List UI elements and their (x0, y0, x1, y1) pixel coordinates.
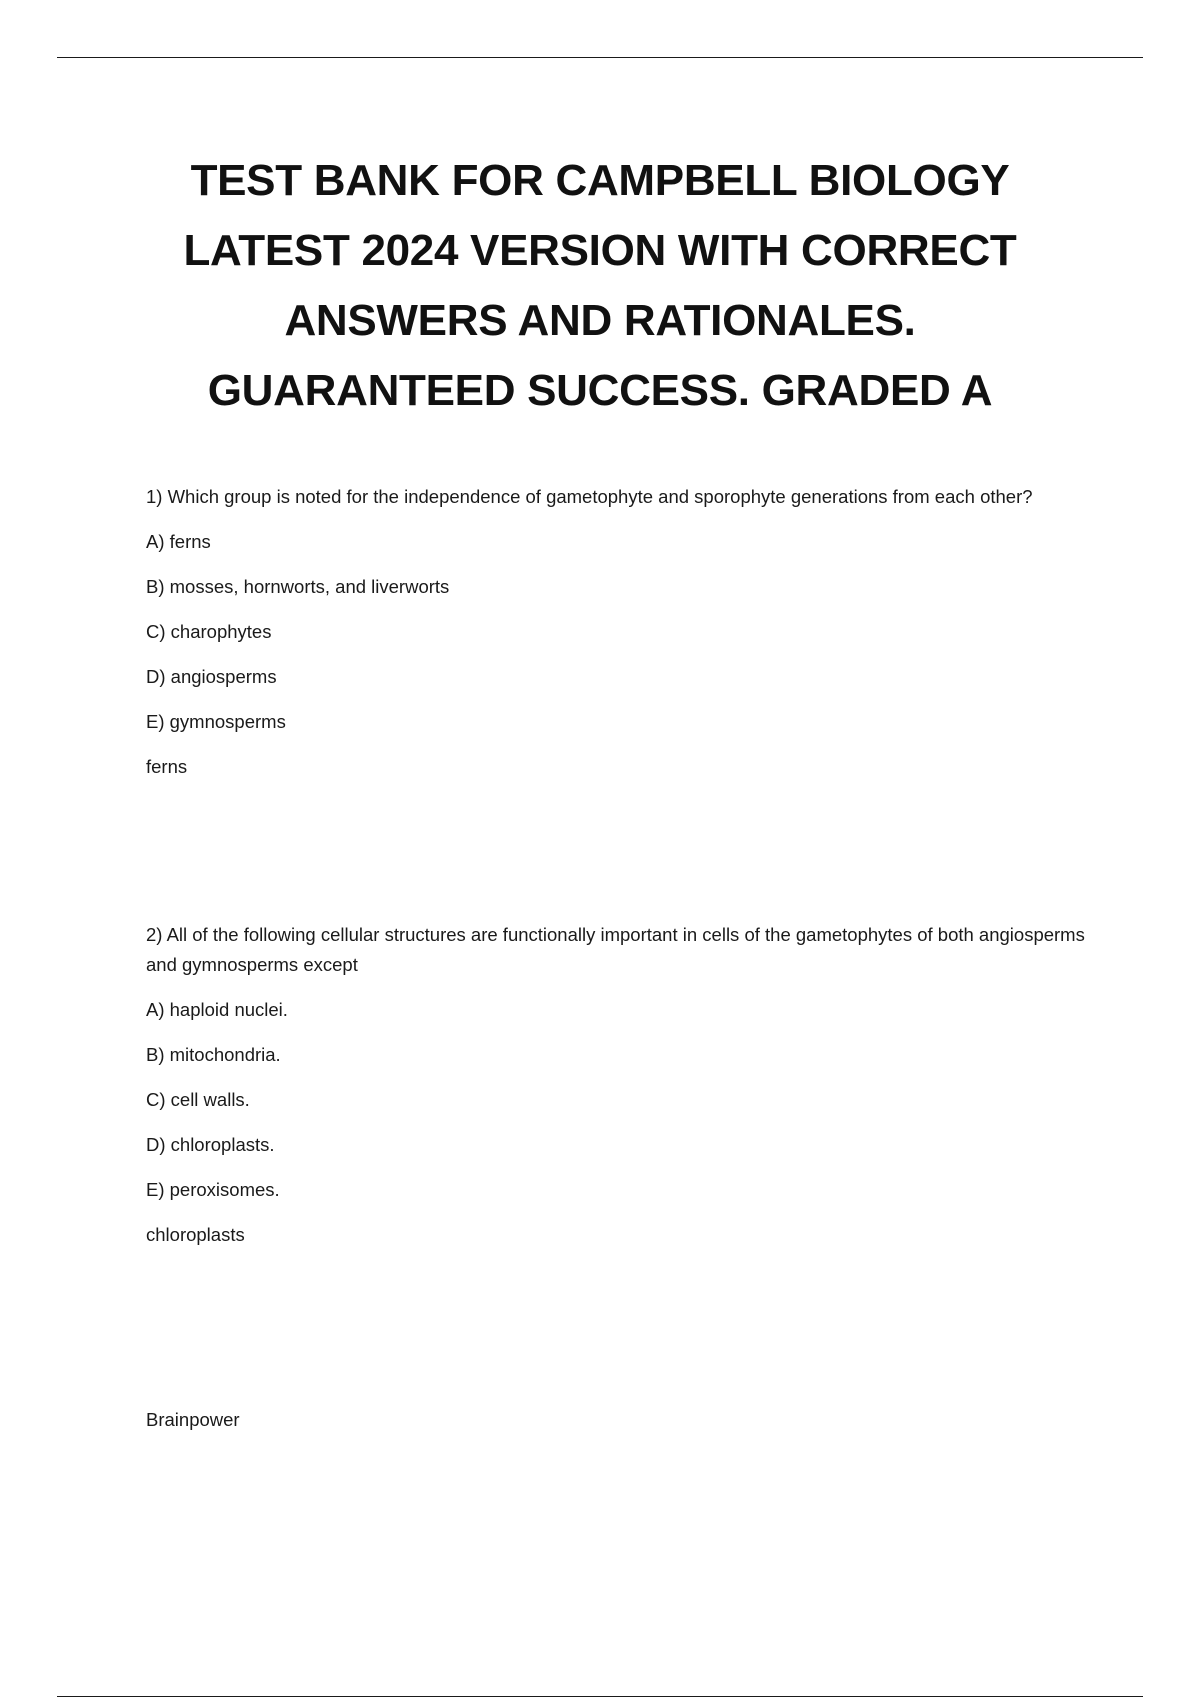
bottom-divider (57, 1696, 1143, 1697)
correct-answer: chloroplasts (146, 1224, 245, 1245)
answer-option: B) mitochondria. (146, 1044, 281, 1065)
answer-option: D) chloroplasts. (146, 1134, 275, 1155)
answer-option: E) peroxisomes. (146, 1179, 280, 1200)
title-line: ANSWERS AND RATIONALES. (284, 296, 916, 345)
answer-option: A) ferns (146, 531, 211, 552)
question-2 (146, 920, 1091, 1250)
answer-option: B) mosses, hornworts, and liverworts (146, 576, 450, 597)
document-title (100, 146, 1100, 426)
title-line: GUARANTEED SUCCESS. GRADED A (207, 366, 993, 415)
question-stem: 1) Which group is noted for the independence of gametophyte and sporophyte generations from each other? (146, 486, 1033, 507)
footer-note: Brainpower (146, 1409, 240, 1430)
answer-option: A) haploid nuclei. (146, 999, 288, 1020)
answer-option: D) angiosperms (146, 666, 277, 687)
answer-option: C) cell walls. (146, 1089, 250, 1110)
top-divider (57, 57, 1143, 58)
correct-answer: ferns (146, 756, 188, 777)
question-1 (146, 482, 1091, 782)
title-line: TEST BANK FOR CAMPBELL BIOLOGY (190, 156, 1010, 205)
answer-option: C) charophytes (146, 621, 272, 642)
answer-option: E) gymnosperms (146, 711, 286, 732)
title-line: LATEST 2024 VERSION WITH CORRECT (183, 226, 1017, 275)
question-stem: 2) All of the following cellular structures are functionally important in cells of the gametophytes of both angiosperms and gymnosperms except (146, 924, 1085, 975)
